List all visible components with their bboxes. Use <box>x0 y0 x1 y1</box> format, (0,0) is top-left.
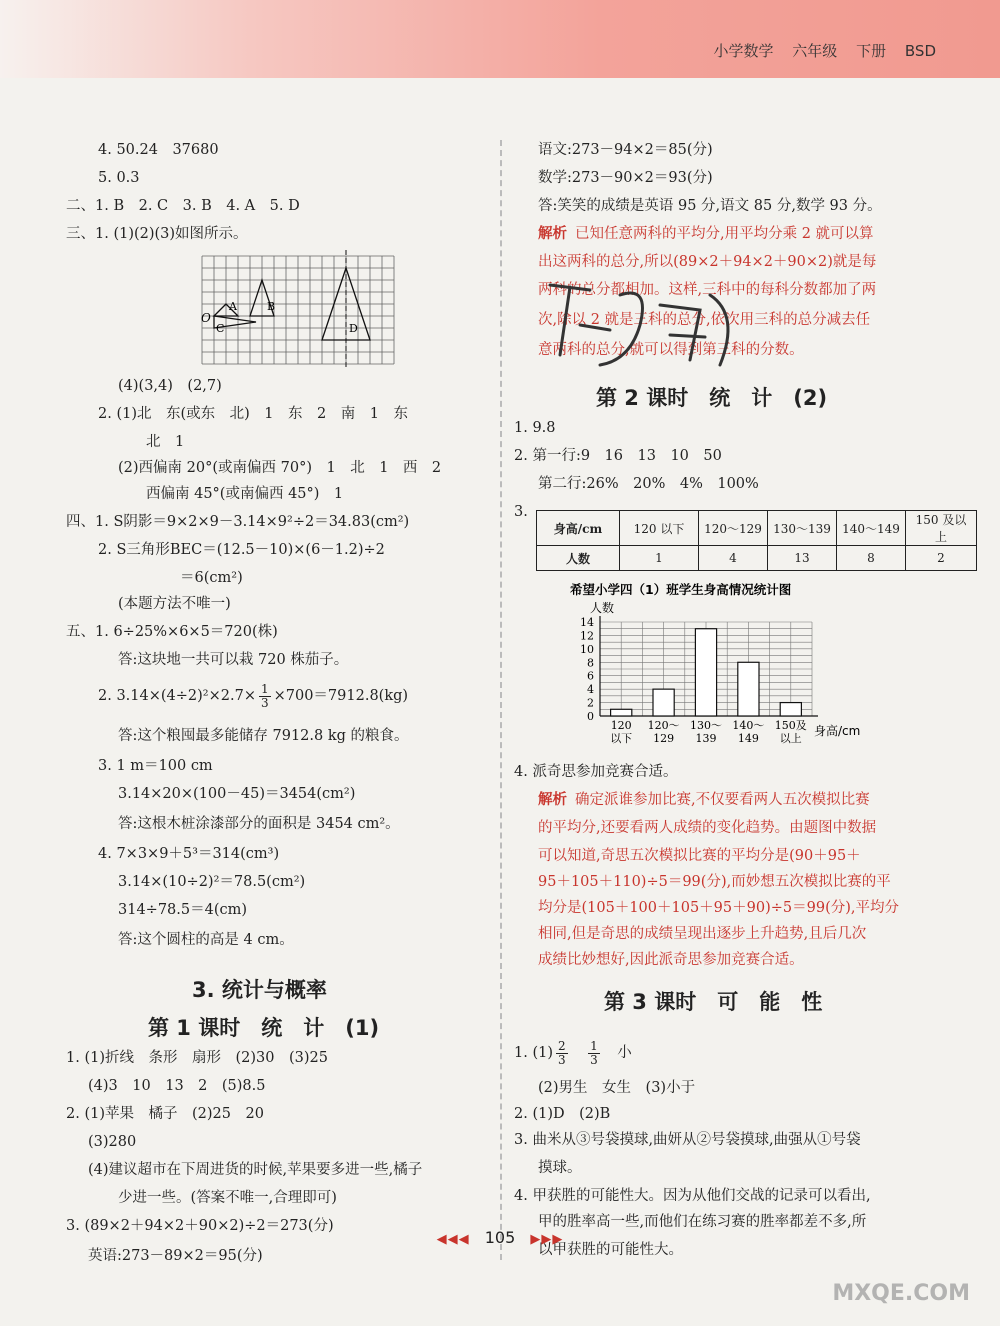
answer-line: 2. 第一行:9 16 13 10 50 <box>514 448 722 464</box>
fraction-den: 3 <box>557 1052 566 1067</box>
table-cell: 130～139 <box>768 511 837 546</box>
answer-line: 摸球。 <box>538 1160 582 1176</box>
answer-line: (4)3 10 13 2 (5)8.5 <box>88 1078 266 1094</box>
chart-xticks <box>610 719 807 745</box>
lesson-heading: 第 2 课时 统 计 (2) <box>596 386 828 410</box>
answer-line: 以甲获胜的可能性大。 <box>538 1242 683 1258</box>
y-tick-label: 14 <box>580 616 594 629</box>
fraction-num: 1 <box>260 681 269 696</box>
grid-label-a: A <box>229 300 237 313</box>
table-cell: 150 及以上 <box>906 511 977 546</box>
expr-part: 小 <box>617 1045 632 1061</box>
section-line: 二、1. B 2. C 3. B 4. A 5. D <box>66 198 300 214</box>
answer-line-fraction <box>98 682 408 710</box>
analysis-line: 两科的总分都相加。这样,三科中的每科分数都加了两 <box>538 282 877 298</box>
lesson-heading: 第 3 课时 可 能 性 <box>604 990 823 1014</box>
fraction-den: 3 <box>590 1052 598 1067</box>
chart-xlabel: 身高/cm <box>814 724 861 738</box>
answer-line: (2)男生 女生 (3)小于 <box>538 1080 696 1096</box>
grid-label-o: O <box>201 311 211 325</box>
x-tick-label: 149 <box>737 732 759 745</box>
answer-line: (本题方法不唯一) <box>118 596 231 612</box>
chart-bar <box>653 689 674 716</box>
volume-label: 下册 <box>856 42 887 60</box>
answer-line: 少进一些。(答案不唯一,合理即可) <box>118 1190 337 1206</box>
answer-line: 3. (89×2＋94×2＋90×2)÷2＝273(分) <box>66 1218 334 1234</box>
x-tick-label: 139 <box>695 732 717 745</box>
answer-line: 3. <box>514 504 528 520</box>
edition-label: BSD <box>904 42 936 60</box>
analysis-line: 次,除以 2 就是三科的总分,依次用三科的总分减去任 <box>538 312 871 328</box>
answer-line: 英语:273－89×2＝95(分) <box>88 1248 263 1264</box>
chart-ylabel: 人数 <box>590 601 615 615</box>
fraction-num: 1 <box>590 1038 598 1053</box>
analysis-line <box>538 224 874 244</box>
analysis-tag: 解析 <box>538 792 567 808</box>
header-text <box>700 40 937 61</box>
prev-arrows: ◀◀◀ <box>436 1232 470 1247</box>
fraction <box>259 683 271 710</box>
x-tick-label: 130～ <box>690 719 722 732</box>
table-cell: 8 <box>837 546 906 571</box>
table-cell: 1 <box>620 546 699 571</box>
analysis-line: 意两科的总分,就可以得到第三科的分数。 <box>538 342 804 358</box>
table-row <box>537 511 977 546</box>
y-tick-label: 2 <box>587 696 594 710</box>
chart-bar <box>738 662 759 716</box>
section-line: 三、1. (1)(2)(3)如图所示。 <box>66 226 248 242</box>
answer-line: 第二行:26% 20% 4% 100% <box>538 476 759 492</box>
analysis-text: 确定派谁参加比赛,不仅要看两人五次模拟比赛 <box>575 792 870 808</box>
grid-label-b: B <box>267 300 276 313</box>
answer-line-fraction <box>514 1038 632 1068</box>
answer-line: 2. S三角形BEC＝(12.5－10)×(6－1.2)÷2 <box>98 542 385 558</box>
analysis-line: 出这两科的总分,所以(89×2＋94×2＋90×2)就是每 <box>538 254 877 270</box>
analysis-tag: 解析 <box>538 226 567 242</box>
analysis-text: 已知任意两科的平均分,用平均分乘 2 就可以算 <box>575 226 874 242</box>
answer-line: (4)(3,4) (2,7) <box>118 378 222 394</box>
answer-line: 答:笑笑的成绩是英语 95 分,语文 85 分,数学 93 分。 <box>538 198 882 214</box>
table-cell: 人数 <box>537 546 620 571</box>
expr-part: 1. (1) <box>514 1045 553 1061</box>
answer-line: 语文:273－94×2＝85(分) <box>538 142 713 158</box>
y-tick-label: 12 <box>580 629 594 643</box>
grade-label: 六年级 <box>792 42 838 60</box>
unit-heading: 3. 统计与概率 <box>192 978 327 1002</box>
answer-line: 甲的胜率高一些,而他们在练习赛的胜率都差不多,所 <box>538 1214 867 1230</box>
watermark: MXQE.COM <box>832 1281 970 1306</box>
lesson-heading: 第 1 课时 统 计 (1) <box>148 1016 380 1040</box>
analysis-line <box>538 790 870 810</box>
answer-line: 5. 0.3 <box>98 170 140 186</box>
x-tick-label: 以上 <box>779 732 802 745</box>
fraction <box>588 1040 600 1067</box>
answer-line: 答:这块地一共可以栽 720 株茄子。 <box>118 652 349 668</box>
table-cell: 120 以下 <box>620 511 699 546</box>
analysis-line: 相同,但是奇思的成绩呈现出逐步上升趋势,且后几次 <box>538 926 867 942</box>
expr-part: 2. 3.14×(4÷2)²×2.7× <box>98 688 256 704</box>
table-cell: 身高/cm <box>537 511 620 546</box>
answer-line: 3.14×(10÷2)²＝78.5(cm²) <box>118 874 306 890</box>
x-tick-label: 以下 <box>610 732 633 745</box>
answer-line: 4. 7×3×9＋5³＝314(cm³) <box>98 846 280 862</box>
expr-part: ×700＝7912.8(kg) <box>273 688 409 704</box>
answer-line: 西偏南 45°(或南偏西 45°) 1 <box>146 486 344 502</box>
subject-label: 小学数学 <box>713 42 774 60</box>
answer-line: 1. 9.8 <box>514 420 556 436</box>
analysis-line: 的平均分,还要看两人成绩的变化趋势。由题图中数据 <box>538 820 877 836</box>
answer-line: 北 1 <box>146 434 185 450</box>
fraction-num: 2 <box>557 1038 566 1053</box>
grid-label-c: C <box>216 322 225 335</box>
answer-line: (4)建议超市在下周进货的时候,苹果要多进一些,橘子 <box>88 1162 423 1178</box>
answer-line: 4. 50.24 37680 <box>98 142 219 158</box>
section-line: 四、1. S阴影＝9×2×9－3.14×9²÷2＝34.83(cm²) <box>66 514 410 530</box>
answer-line: ＝6(cm²) <box>180 570 243 586</box>
answer-line: 答:这个粮囤最多能储存 7912.8 kg 的粮食。 <box>118 728 409 744</box>
x-tick-label: 129 <box>653 732 675 745</box>
answer-line: 2. (1)D (2)B <box>514 1106 611 1122</box>
answer-line: 4. 派奇思参加竞赛合适。 <box>514 764 678 780</box>
coordinate-grid-figure <box>196 250 406 368</box>
x-tick-label: 150及 <box>774 719 807 732</box>
y-tick-label: 10 <box>580 642 594 656</box>
table-cell: 13 <box>768 546 837 571</box>
fraction-den: 3 <box>260 695 269 710</box>
column-divider <box>500 140 502 1260</box>
analysis-line: 成绩比妙想好,因此派奇思参加竞赛合适。 <box>538 952 804 968</box>
chart-bar <box>780 703 801 716</box>
answer-line: 3. 曲米从③号袋摸球,曲妍从②号袋摸球,曲强从①号袋 <box>514 1132 861 1148</box>
answer-line: (2)西偏南 20°(或南偏西 70°) 1 北 1 西 2 <box>118 460 442 476</box>
answer-line: 3. 1 m＝100 cm <box>98 758 213 774</box>
answer-line: (3)280 <box>88 1134 137 1150</box>
answer-line: 3.14×20×(100－45)＝3454(cm²) <box>118 786 356 802</box>
y-tick-label: 8 <box>587 656 594 670</box>
chart-bars <box>611 629 802 716</box>
y-tick-label: 4 <box>587 683 594 697</box>
answer-line: 1. (1)折线 条形 扇形 (2)30 (3)25 <box>66 1050 328 1066</box>
chart-title: 希望小学四（1）班学生身高情况统计图 <box>570 582 792 597</box>
chart-bar <box>611 709 632 716</box>
y-tick-label: 0 <box>587 710 594 723</box>
answer-line: 314÷78.5＝4(cm) <box>118 902 248 918</box>
header-band <box>0 0 1000 78</box>
x-tick-label: 120～ <box>647 719 680 732</box>
answer-line: 2. (1)苹果 橘子 (2)25 20 <box>66 1106 264 1122</box>
answer-line: 数学:273－90×2＝93(分) <box>538 170 713 186</box>
page-number: 105 <box>484 1228 516 1247</box>
answer-line: 2. (1)北 东(或东 北) 1 东 2 南 1 东 <box>98 406 408 422</box>
answer-line: 答:这个圆柱的高是 4 cm。 <box>118 932 294 948</box>
table-row <box>537 546 977 571</box>
section-line: 五、1. 6÷25%×6×5＝720(株) <box>66 624 278 640</box>
table-cell: 2 <box>906 546 977 571</box>
answer-line: 4. 甲获胜的可能性大。因为从他们交战的记录可以看出, <box>514 1188 871 1204</box>
fraction <box>556 1040 568 1067</box>
grid-label-d: D <box>349 322 358 335</box>
analysis-line: 均分是(105＋100＋105＋95＋90)÷5＝99(分),平均分 <box>538 900 899 916</box>
answer-line: 答:这根木桩涂漆部分的面积是 3454 cm²。 <box>118 816 400 832</box>
x-tick-label: 120 <box>610 719 632 732</box>
chart-yticks <box>580 616 594 723</box>
chart-bar <box>695 629 716 716</box>
analysis-line: 可以知道,奇思五次模拟比赛的平均分是(90＋95＋ <box>538 848 861 864</box>
table-cell: 120～129 <box>699 511 768 546</box>
page-footer <box>0 1228 1000 1247</box>
table-cell: 140～149 <box>837 511 906 546</box>
analysis-line: 95＋105＋110)÷5＝99(分),而妙想五次模拟比赛的平 <box>538 874 891 890</box>
next-arrows: ▶▶▶ <box>530 1232 564 1247</box>
table-cell: 4 <box>699 546 768 571</box>
y-tick-label: 6 <box>587 669 594 683</box>
height-table <box>536 510 977 571</box>
handwritten-stamp <box>530 265 760 385</box>
x-tick-label: 140～ <box>732 719 765 732</box>
height-bar-chart <box>560 576 880 756</box>
